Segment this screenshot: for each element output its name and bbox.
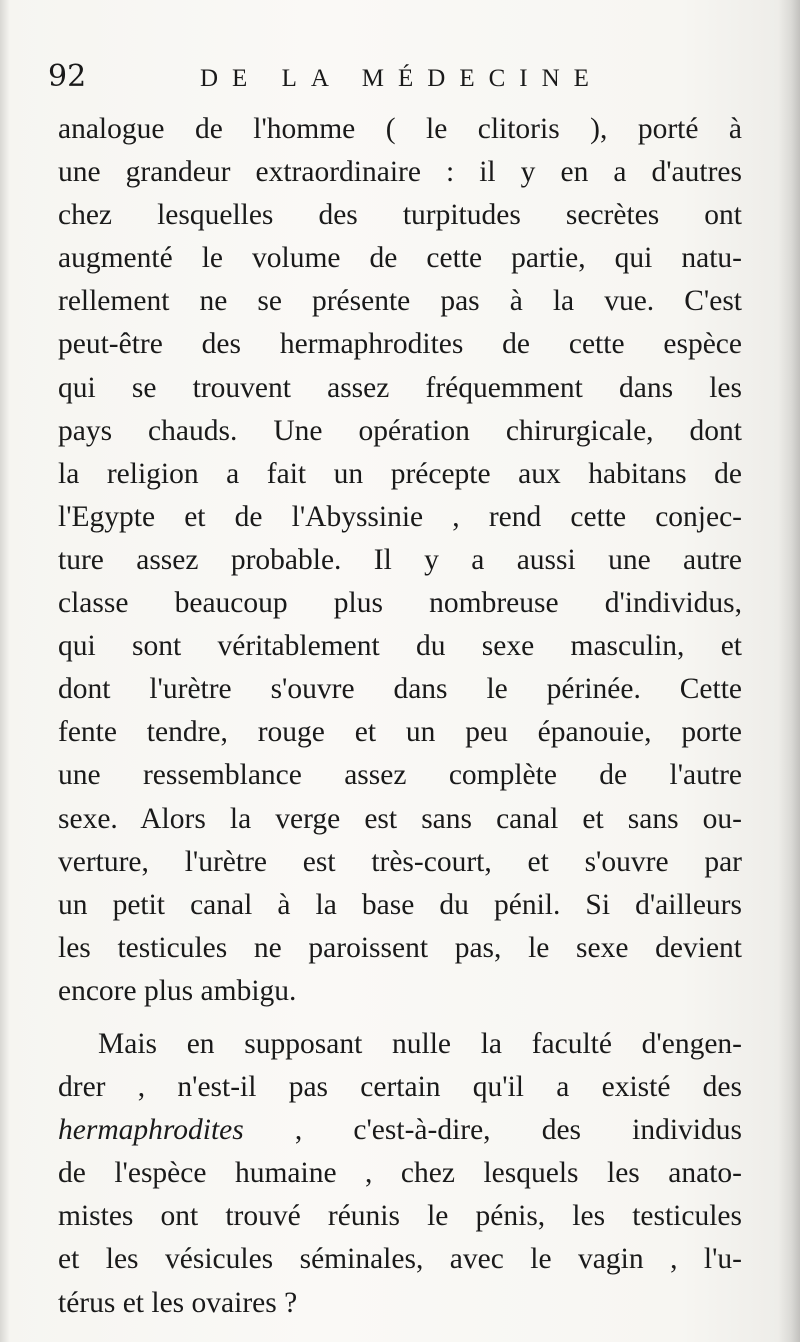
body-text — [58, 108, 742, 1325]
text-line: analogue de l'homme ( le clitoris ), porté à — [58, 113, 742, 145]
page-header — [48, 56, 738, 100]
text-line: Mais en supposant nulle la faculté d'engen- — [98, 1027, 742, 1060]
text-line: de l'espèce humaine , chez lesquels les anato- — [58, 1157, 742, 1190]
text-line: qui sont véritablement du sexe masculin, et — [58, 630, 742, 663]
running-title: DE LA MÉDECINE — [200, 65, 603, 92]
text-line: peut-être des hermaphrodites de cette espèce — [58, 328, 742, 361]
text-line: une grandeur extraordinaire : il y en a d'autres — [58, 156, 742, 189]
text-line: une ressemblance assez complète de l'autre — [58, 759, 742, 792]
text-line-with-italic — [58, 1109, 742, 1152]
paragraph-2 — [58, 1023, 742, 1325]
page-gutter-shadow — [0, 0, 10, 1342]
text-line: classe beaucoup plus nombreuse d'individus, — [58, 587, 742, 620]
text-line: et les vésicules séminales, avec le vagin , l'u- — [58, 1243, 742, 1276]
text-line: drer , n'est-il pas certain qu'il a existé des — [58, 1071, 742, 1104]
text-line: un petit canal à la base du pénil. Si d'ailleurs — [58, 888, 742, 921]
text-line: encore plus ambigu. — [58, 974, 297, 1007]
text-line: mistes ont trouvé réunis le pénis, les testicules — [58, 1200, 742, 1233]
paragraph-spacer — [58, 1013, 742, 1023]
text-line: fente tendre, rouge et un peu épanouie, porte — [58, 716, 742, 749]
text-line: qui se trouvent assez fréquemment dans les — [58, 371, 742, 404]
text-line: dont l'urètre s'ouvre dans le périnée. Cette — [58, 673, 742, 706]
text-line: la religion a fait un précepte aux habitans de — [58, 457, 742, 490]
text-line: chez lesquelles des turpitudes secrètes ont — [58, 199, 742, 232]
text-line: rellement ne se présente pas à la vue. C'est — [58, 285, 742, 318]
text-line: verture, l'urètre est très-court, et s'ouvre par — [58, 845, 742, 878]
paragraph-1 — [58, 108, 742, 1013]
text-line: ture assez probable. Il y a aussi une autre — [58, 543, 742, 576]
text-fragment: , c'est-à-dire, des individus — [243, 1114, 742, 1147]
page-number: 92 — [48, 59, 87, 94]
text-line: l'Egypte et de l'Abyssinie , rend cette conjec- — [58, 500, 742, 533]
text-line: les testicules ne paroissent pas, le sexe devient — [58, 931, 742, 964]
italic-term: hermaphrodites — [58, 1114, 244, 1147]
page-edge-shadow — [778, 0, 800, 1342]
text-line: sexe. Alors la verge est sans canal et sans ou- — [58, 802, 742, 835]
text-line: pays chauds. Une opération chirurgicale, dont — [58, 414, 742, 447]
text-line: augmenté le volume de cette partie, qui natu- — [58, 242, 742, 275]
text-line: térus et les ovaires ? — [58, 1286, 298, 1319]
